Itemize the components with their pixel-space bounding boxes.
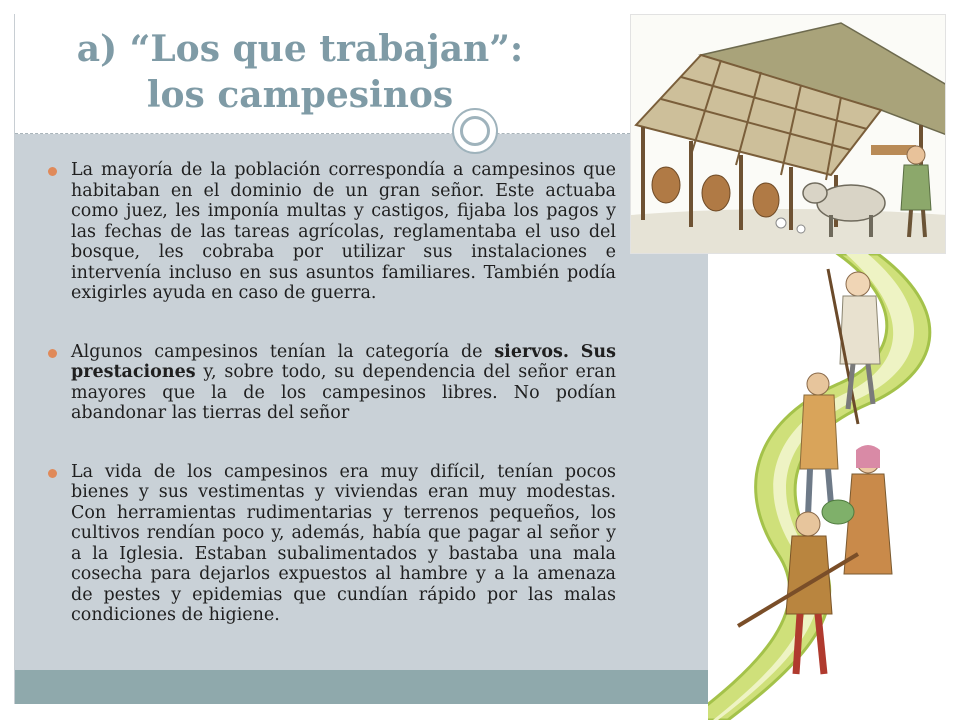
bold-term-prestaciones: Sus prestaciones [71, 341, 616, 382]
bullet-dot-icon [48, 469, 57, 478]
bullet-text-after: y, sobre todo, su dependencia del señor eran mayores que la de los campesinos libres. No podían abandonar las tierras del señor [71, 362, 616, 423]
circle-ornament-icon [452, 108, 498, 154]
bullet-text-before: Algunos campesinos tenían la categoría de [71, 341, 495, 362]
house-drawing [631, 15, 946, 254]
bullet-dot-icon [48, 349, 57, 358]
bold-term-siervos: siervos. [494, 341, 569, 362]
bullet-item-1 [48, 160, 616, 304]
peasant-house-illustration [630, 14, 946, 254]
slide-title [20, 26, 580, 118]
bullet-list [48, 160, 616, 664]
bullet-text: La mayoría de la población correspondía a campesinos que habitaban en el dominio de un gran señor. Este actuaba como juez, les imponía multas y castigos, fijaba los pagos y las fechas de las tareas agrícolas, reglamentaba el uso del bosque, les cobraba por utilizar sus instalaciones e intervenía incluso en sus asuntos familiares. También podía exigirles ayuda en caso de guerra. [71, 160, 616, 303]
title-line-2: los campesinos [146, 74, 454, 116]
bullet-dot-icon [48, 167, 57, 176]
bullet-text: La vida de los campesinos era muy difícil, tenían pocos bienes y sus vestimentas y viviendas eran muy modestas. Con herramientas rudimentarias y terrenos pequeños, los cultivos rendían poco y, además, había que pagar al señor y a la Iglesia. Estaban subalimentados y bastaba una mala cosecha para dejarlos expuestos al hambre y a la amenaza de pestes y epidemias que cundían rápido por las malas condiciones de higiene. [71, 461, 616, 625]
bullet-item-3 [48, 462, 616, 626]
circle-ring [460, 116, 490, 146]
footer-bar [15, 670, 708, 704]
peasants-drawing [708, 254, 960, 720]
title-line-1: a) “Los que trabajan”: [76, 28, 524, 70]
bullet-item-2 [48, 342, 616, 424]
peasants-road-illustration [708, 254, 960, 720]
